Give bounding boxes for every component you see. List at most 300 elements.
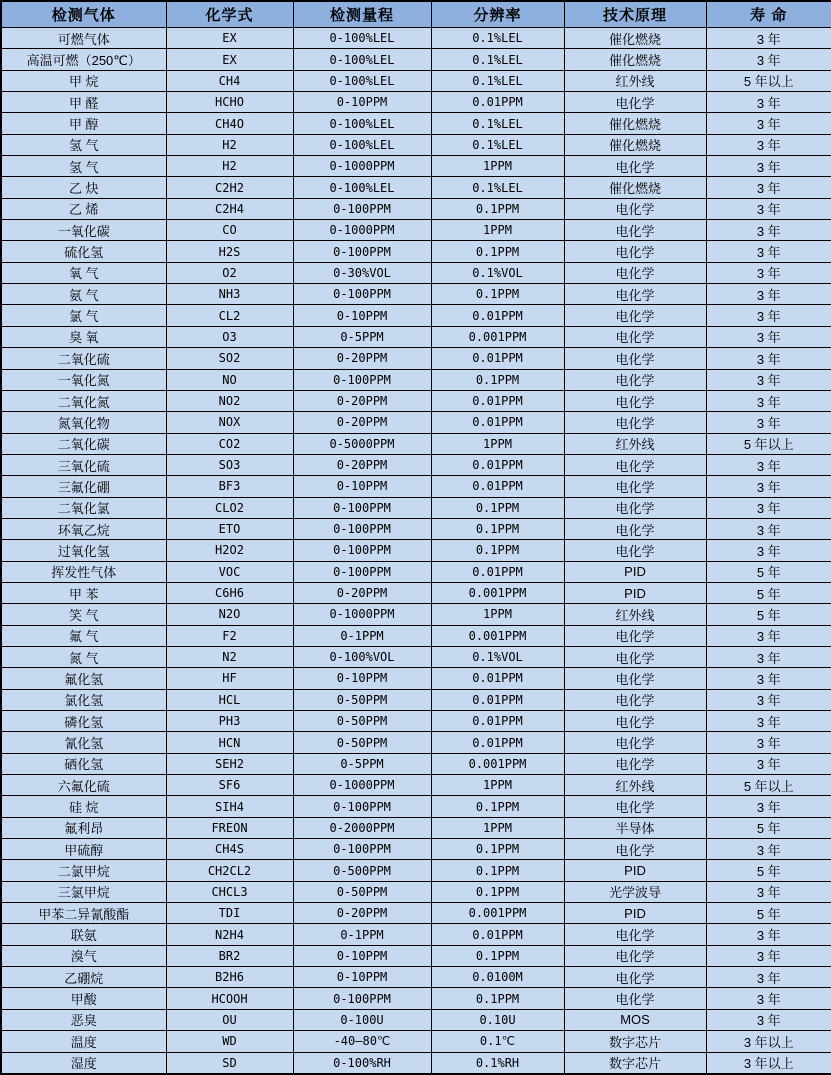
cell-formula: SO3 [166, 454, 293, 475]
cell-principle: 电化学 [564, 369, 706, 390]
cell-formula: EX [166, 28, 293, 49]
cell-range: 0-100PPM [293, 796, 431, 817]
cell-formula: H2 [166, 134, 293, 155]
table-row [1, 817, 831, 838]
cell-lifespan: 3 年 [706, 49, 831, 70]
cell-formula: CHCL3 [166, 881, 293, 902]
cell-resolution: 0.1%VOL [431, 646, 564, 667]
cell-resolution: 1PPM [431, 817, 564, 838]
cell-gas-name: 甲 醛 [1, 92, 166, 113]
cell-formula: ETO [166, 518, 293, 539]
cell-principle: 电化学 [564, 326, 706, 347]
cell-principle: 催化燃烧 [564, 28, 706, 49]
cell-resolution: 0.01PPM [431, 711, 564, 732]
cell-range: 0-20PPM [293, 390, 431, 411]
col-header-lifespan: 寿 命 [706, 1, 831, 28]
cell-lifespan: 3 年 [706, 967, 831, 988]
cell-principle: 电化学 [564, 284, 706, 305]
cell-gas-name: 一氧化碳 [1, 220, 166, 241]
cell-range: 0-1PPM [293, 625, 431, 646]
cell-gas-name: 笑 气 [1, 604, 166, 625]
cell-gas-name: 氯化氢 [1, 689, 166, 710]
table-row [1, 796, 831, 817]
cell-principle: 红外线 [564, 433, 706, 454]
cell-principle: 电化学 [564, 518, 706, 539]
cell-gas-name: 氰化氢 [1, 732, 166, 753]
cell-lifespan: 3 年 [706, 924, 831, 945]
cell-lifespan: 5 年 [706, 817, 831, 838]
cell-lifespan: 5 年 [706, 604, 831, 625]
cell-lifespan: 3 年 [706, 177, 831, 198]
cell-resolution: 0.1%LEL [431, 113, 564, 134]
cell-formula: H2 [166, 156, 293, 177]
cell-gas-name: 臭 氧 [1, 326, 166, 347]
cell-lifespan: 3 年以上 [706, 1031, 831, 1052]
cell-gas-name: 二氯甲烷 [1, 860, 166, 881]
cell-resolution: 0.01PPM [431, 732, 564, 753]
cell-resolution: 0.01PPM [431, 305, 564, 326]
cell-resolution: 0.01PPM [431, 561, 564, 582]
cell-lifespan: 3 年 [706, 518, 831, 539]
cell-formula: CO [166, 220, 293, 241]
table-row [1, 284, 831, 305]
cell-gas-name: 三氧化硫 [1, 454, 166, 475]
cell-gas-name: 乙 烯 [1, 198, 166, 219]
cell-resolution: 0.1%RH [431, 1052, 564, 1074]
cell-gas-name: 溴气 [1, 945, 166, 966]
cell-principle: 电化学 [564, 988, 706, 1009]
cell-principle: 电化学 [564, 497, 706, 518]
cell-resolution: 0.01PPM [431, 476, 564, 497]
cell-range: 0-100PPM [293, 561, 431, 582]
cell-resolution: 0.001PPM [431, 903, 564, 924]
cell-gas-name: 甲硫醇 [1, 839, 166, 860]
cell-lifespan: 3 年 [706, 945, 831, 966]
table-row [1, 775, 831, 796]
cell-range: 0-100PPM [293, 839, 431, 860]
cell-resolution: 0.01PPM [431, 348, 564, 369]
table-row [1, 198, 831, 219]
cell-lifespan: 3 年 [706, 881, 831, 902]
cell-lifespan: 5 年 [706, 582, 831, 603]
cell-lifespan: 3 年 [706, 28, 831, 49]
table-row [1, 604, 831, 625]
cell-gas-name: 甲 烷 [1, 70, 166, 91]
cell-formula: BF3 [166, 476, 293, 497]
cell-gas-name: 过氧化氢 [1, 540, 166, 561]
table-row [1, 220, 831, 241]
cell-gas-name: 氮 气 [1, 646, 166, 667]
cell-lifespan: 3 年 [706, 646, 831, 667]
cell-formula: H2S [166, 241, 293, 262]
cell-principle: PID [564, 561, 706, 582]
cell-lifespan: 3 年 [706, 1009, 831, 1030]
cell-lifespan: 3 年 [706, 113, 831, 134]
table-row [1, 177, 831, 198]
table-row [1, 348, 831, 369]
cell-range: 0-1PPM [293, 924, 431, 945]
cell-gas-name: 氨 气 [1, 284, 166, 305]
cell-range: 0-10PPM [293, 945, 431, 966]
cell-principle: 红外线 [564, 604, 706, 625]
cell-gas-name: 硫化氢 [1, 241, 166, 262]
cell-resolution: 0.01PPM [431, 689, 564, 710]
cell-range: 0-5000PPM [293, 433, 431, 454]
cell-gas-name: 三氯甲烷 [1, 881, 166, 902]
cell-lifespan: 3 年 [706, 241, 831, 262]
table-row [1, 711, 831, 732]
cell-resolution: 0.1PPM [431, 860, 564, 881]
cell-formula: HCN [166, 732, 293, 753]
cell-formula: N2H4 [166, 924, 293, 945]
cell-principle: 数字芯片 [564, 1031, 706, 1052]
cell-principle: 催化燃烧 [564, 49, 706, 70]
cell-principle: 电化学 [564, 540, 706, 561]
cell-range: 0-50PPM [293, 881, 431, 902]
cell-lifespan: 3 年 [706, 92, 831, 113]
cell-formula: CH4 [166, 70, 293, 91]
cell-principle: 半导体 [564, 817, 706, 838]
table-row [1, 476, 831, 497]
cell-gas-name: 二氧化氮 [1, 390, 166, 411]
cell-gas-name: 硅 烷 [1, 796, 166, 817]
cell-resolution: 0.1PPM [431, 945, 564, 966]
cell-lifespan: 3 年 [706, 412, 831, 433]
table-row [1, 518, 831, 539]
cell-lifespan: 3 年 [706, 988, 831, 1009]
cell-range: 0-2000PPM [293, 817, 431, 838]
cell-range: 0-100%VOL [293, 646, 431, 667]
col-header-formula: 化学式 [166, 1, 293, 28]
cell-principle: 电化学 [564, 689, 706, 710]
cell-formula: HCHO [166, 92, 293, 113]
cell-gas-name: 挥发性气体 [1, 561, 166, 582]
cell-gas-name: 乙硼烷 [1, 967, 166, 988]
cell-lifespan: 3 年 [706, 198, 831, 219]
cell-gas-name: 二氧化碳 [1, 433, 166, 454]
cell-principle: 红外线 [564, 70, 706, 91]
cell-lifespan: 5 年 [706, 561, 831, 582]
cell-resolution: 1PPM [431, 220, 564, 241]
table-row [1, 390, 831, 411]
cell-lifespan: 3 年 [706, 668, 831, 689]
cell-formula: NOX [166, 412, 293, 433]
cell-principle: 电化学 [564, 476, 706, 497]
cell-principle: 电化学 [564, 305, 706, 326]
cell-gas-name: 氢 气 [1, 134, 166, 155]
cell-lifespan: 3 年 [706, 497, 831, 518]
cell-lifespan: 3 年 [706, 689, 831, 710]
cell-gas-name: 氟化氢 [1, 668, 166, 689]
cell-principle: 电化学 [564, 711, 706, 732]
cell-gas-name: 六氟化硫 [1, 775, 166, 796]
cell-principle: 电化学 [564, 967, 706, 988]
cell-lifespan: 3 年 [706, 348, 831, 369]
cell-principle: 电化学 [564, 924, 706, 945]
cell-gas-name: 氟 气 [1, 625, 166, 646]
cell-lifespan: 3 年以上 [706, 1052, 831, 1074]
cell-resolution: 0.1PPM [431, 198, 564, 219]
cell-resolution: 0.1%LEL [431, 134, 564, 155]
table-row [1, 497, 831, 518]
cell-resolution: 0.1PPM [431, 988, 564, 1009]
cell-range: 0-100PPM [293, 241, 431, 262]
cell-gas-name: 可燃气体 [1, 28, 166, 49]
cell-gas-name: 温度 [1, 1031, 166, 1052]
cell-principle: 电化学 [564, 220, 706, 241]
table-row [1, 860, 831, 881]
cell-resolution: 0.10U [431, 1009, 564, 1030]
cell-lifespan: 3 年 [706, 369, 831, 390]
cell-formula: SIH4 [166, 796, 293, 817]
cell-formula: NH3 [166, 284, 293, 305]
cell-formula: CO2 [166, 433, 293, 454]
cell-gas-name: 乙 炔 [1, 177, 166, 198]
cell-range: 0-20PPM [293, 454, 431, 475]
table-row [1, 241, 831, 262]
cell-lifespan: 3 年 [706, 753, 831, 774]
table-row [1, 70, 831, 91]
cell-range: 0-1000PPM [293, 775, 431, 796]
table-row [1, 903, 831, 924]
cell-principle: 电化学 [564, 646, 706, 667]
cell-range: 0-20PPM [293, 348, 431, 369]
cell-range: 0-10PPM [293, 668, 431, 689]
cell-resolution: 0.0100M [431, 967, 564, 988]
cell-resolution: 0.1%LEL [431, 49, 564, 70]
cell-lifespan: 5 年以上 [706, 775, 831, 796]
cell-formula: VOC [166, 561, 293, 582]
cell-lifespan: 3 年 [706, 711, 831, 732]
header-row [1, 1, 831, 28]
col-header-range: 检测量程 [293, 1, 431, 28]
cell-range: 0-20PPM [293, 903, 431, 924]
cell-principle: PID [564, 582, 706, 603]
table-row [1, 49, 831, 70]
cell-principle: 电化学 [564, 390, 706, 411]
cell-formula: FREON [166, 817, 293, 838]
table-row [1, 732, 831, 753]
table-row [1, 753, 831, 774]
cell-range: 0-30%VOL [293, 262, 431, 283]
cell-principle: 电化学 [564, 625, 706, 646]
table-row [1, 1031, 831, 1052]
cell-gas-name: 氯 气 [1, 305, 166, 326]
cell-resolution: 0.001PPM [431, 753, 564, 774]
cell-formula: C2H4 [166, 198, 293, 219]
cell-formula: CLO2 [166, 497, 293, 518]
cell-formula: EX [166, 49, 293, 70]
cell-gas-name: 甲苯二异氰酸酯 [1, 903, 166, 924]
cell-gas-name: 湿度 [1, 1052, 166, 1074]
table-row [1, 369, 831, 390]
cell-resolution: 0.01PPM [431, 390, 564, 411]
table-row [1, 540, 831, 561]
cell-principle: 催化燃烧 [564, 113, 706, 134]
cell-resolution: 0.1PPM [431, 369, 564, 390]
cell-range: 0-500PPM [293, 860, 431, 881]
cell-lifespan: 3 年 [706, 476, 831, 497]
cell-resolution: 0.001PPM [431, 582, 564, 603]
table-row [1, 561, 831, 582]
cell-gas-name: 甲酸 [1, 988, 166, 1009]
table-row [1, 582, 831, 603]
cell-principle: PID [564, 903, 706, 924]
cell-formula: C6H6 [166, 582, 293, 603]
cell-principle: PID [564, 860, 706, 881]
table-row [1, 881, 831, 902]
cell-principle: 数字芯片 [564, 1052, 706, 1074]
cell-resolution: 0.01PPM [431, 454, 564, 475]
cell-formula: CH2CL2 [166, 860, 293, 881]
cell-formula: SD [166, 1052, 293, 1074]
table-row [1, 92, 831, 113]
cell-resolution: 0.1PPM [431, 284, 564, 305]
cell-gas-name: 氟利昂 [1, 817, 166, 838]
cell-range: 0-50PPM [293, 689, 431, 710]
cell-range: 0-100%LEL [293, 70, 431, 91]
cell-resolution: 1PPM [431, 433, 564, 454]
cell-principle: 电化学 [564, 198, 706, 219]
cell-range: 0-50PPM [293, 711, 431, 732]
cell-formula: WD [166, 1031, 293, 1052]
table-row [1, 839, 831, 860]
cell-formula: SEH2 [166, 753, 293, 774]
cell-principle: 电化学 [564, 753, 706, 774]
cell-resolution: 0.1PPM [431, 540, 564, 561]
cell-resolution: 0.1PPM [431, 796, 564, 817]
cell-lifespan: 3 年 [706, 390, 831, 411]
table-row [1, 113, 831, 134]
cell-range: 0-10PPM [293, 92, 431, 113]
cell-range: 0-100%RH [293, 1052, 431, 1074]
cell-principle: 电化学 [564, 262, 706, 283]
cell-resolution: 0.01PPM [431, 924, 564, 945]
cell-formula: PH3 [166, 711, 293, 732]
cell-principle: 催化燃烧 [564, 177, 706, 198]
cell-formula: TDI [166, 903, 293, 924]
cell-resolution: 1PPM [431, 156, 564, 177]
cell-gas-name: 二氧化氯 [1, 497, 166, 518]
cell-formula: HF [166, 668, 293, 689]
table-row [1, 646, 831, 667]
cell-range: 0-100PPM [293, 198, 431, 219]
cell-gas-name: 硒化氢 [1, 753, 166, 774]
cell-lifespan: 5 年 [706, 903, 831, 924]
cell-lifespan: 3 年 [706, 732, 831, 753]
cell-resolution: 1PPM [431, 775, 564, 796]
cell-formula: CH4O [166, 113, 293, 134]
cell-gas-name: 环氧乙烷 [1, 518, 166, 539]
table-row [1, 668, 831, 689]
cell-resolution: 0.1PPM [431, 518, 564, 539]
cell-resolution: 0.001PPM [431, 326, 564, 347]
cell-resolution: 0.1℃ [431, 1031, 564, 1052]
cell-resolution: 0.1PPM [431, 241, 564, 262]
cell-resolution: 0.1%LEL [431, 70, 564, 91]
cell-principle: 电化学 [564, 732, 706, 753]
cell-range: 0-20PPM [293, 582, 431, 603]
cell-formula: C2H2 [166, 177, 293, 198]
cell-formula: OU [166, 1009, 293, 1030]
col-header-gas-name: 检测气体 [1, 1, 166, 28]
cell-range: 0-10PPM [293, 305, 431, 326]
table-row [1, 134, 831, 155]
cell-resolution: 1PPM [431, 604, 564, 625]
cell-range: -40—80℃ [293, 1031, 431, 1052]
cell-gas-name: 二氧化硫 [1, 348, 166, 369]
cell-gas-name: 恶臭 [1, 1009, 166, 1030]
cell-principle: 电化学 [564, 454, 706, 475]
cell-lifespan: 3 年 [706, 305, 831, 326]
cell-principle: 电化学 [564, 92, 706, 113]
cell-formula: NO2 [166, 390, 293, 411]
cell-range: 0-1000PPM [293, 156, 431, 177]
cell-principle: 电化学 [564, 839, 706, 860]
cell-range: 0-1000PPM [293, 604, 431, 625]
cell-range: 0-100PPM [293, 518, 431, 539]
cell-lifespan: 3 年 [706, 454, 831, 475]
cell-formula: HCOOH [166, 988, 293, 1009]
cell-resolution: 0.1PPM [431, 881, 564, 902]
cell-resolution: 0.001PPM [431, 625, 564, 646]
table-row [1, 625, 831, 646]
cell-range: 0-100%LEL [293, 113, 431, 134]
cell-principle: 电化学 [564, 348, 706, 369]
cell-range: 0-100PPM [293, 988, 431, 1009]
cell-gas-name: 一氧化氮 [1, 369, 166, 390]
cell-formula: NO [166, 369, 293, 390]
table-row [1, 924, 831, 945]
cell-range: 0-100%LEL [293, 28, 431, 49]
cell-resolution: 0.1%VOL [431, 262, 564, 283]
table-row [1, 1052, 831, 1074]
table-row [1, 1009, 831, 1030]
table-row [1, 156, 831, 177]
cell-gas-name: 联氨 [1, 924, 166, 945]
cell-lifespan: 5 年以上 [706, 433, 831, 454]
cell-range: 0-1000PPM [293, 220, 431, 241]
table-row [1, 305, 831, 326]
table-row [1, 945, 831, 966]
cell-formula: B2H6 [166, 967, 293, 988]
cell-gas-name: 甲 醇 [1, 113, 166, 134]
cell-formula: CL2 [166, 305, 293, 326]
cell-formula: O2 [166, 262, 293, 283]
cell-formula: F2 [166, 625, 293, 646]
cell-lifespan: 3 年 [706, 326, 831, 347]
cell-resolution: 0.1PPM [431, 839, 564, 860]
cell-formula: H2O2 [166, 540, 293, 561]
cell-range: 0-10PPM [293, 967, 431, 988]
cell-resolution: 0.01PPM [431, 668, 564, 689]
cell-range: 0-100PPM [293, 540, 431, 561]
cell-principle: 电化学 [564, 668, 706, 689]
table-row [1, 689, 831, 710]
cell-range: 0-100PPM [293, 497, 431, 518]
table-body [1, 28, 831, 1075]
cell-resolution: 0.01PPM [431, 92, 564, 113]
cell-formula: SF6 [166, 775, 293, 796]
cell-principle: 电化学 [564, 796, 706, 817]
cell-gas-name: 氧 气 [1, 262, 166, 283]
cell-lifespan: 3 年 [706, 839, 831, 860]
cell-formula: SO2 [166, 348, 293, 369]
cell-lifespan: 3 年 [706, 262, 831, 283]
cell-lifespan: 3 年 [706, 156, 831, 177]
table-row [1, 967, 831, 988]
cell-resolution: 0.1%LEL [431, 28, 564, 49]
